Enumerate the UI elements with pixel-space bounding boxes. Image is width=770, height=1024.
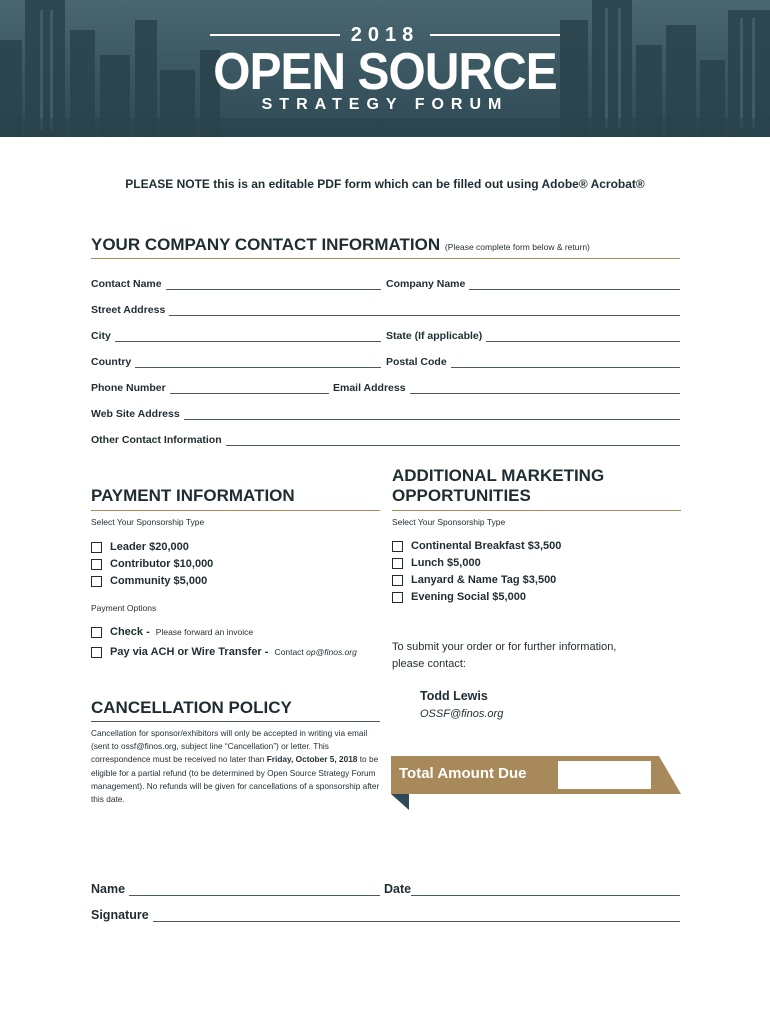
cancellation-body xyxy=(91,727,383,806)
leader-checkbox[interactable] xyxy=(91,542,102,553)
phone-number-label: Phone Number xyxy=(91,382,166,394)
other-contact-field[interactable] xyxy=(91,430,680,446)
total-amount-ribbon xyxy=(391,756,681,810)
payment-options-label: Payment Options xyxy=(91,603,157,613)
submit-info-text xyxy=(392,639,616,673)
editable-pdf-note: PLEASE NOTE this is an editable PDF form which can be filled out using Adobe® Acrobat® xyxy=(125,177,645,191)
total-amount-input[interactable] xyxy=(558,761,651,789)
phone-number-field[interactable] xyxy=(91,378,329,394)
evening-social-checkbox[interactable] xyxy=(392,592,403,603)
company-name-label: Company Name xyxy=(386,278,466,290)
contributor-checkbox[interactable] xyxy=(91,559,102,570)
contact-name-input[interactable] xyxy=(166,278,381,290)
payment-section-rule xyxy=(91,510,380,511)
ach-payment-checkbox[interactable] xyxy=(91,647,102,658)
payment-section-title: PAYMENT INFORMATION xyxy=(91,486,295,505)
submit-info-line1: To submit your order or for further information, xyxy=(392,641,617,653)
contact-name-field[interactable] xyxy=(91,274,381,290)
country-label: Country xyxy=(91,356,132,368)
contact-section-heading xyxy=(91,235,590,255)
city-field[interactable] xyxy=(91,326,381,342)
city-input[interactable] xyxy=(115,330,381,342)
marketing-section-title xyxy=(392,466,604,506)
community-option[interactable] xyxy=(91,573,207,589)
state-input[interactable] xyxy=(486,330,680,342)
header-banner xyxy=(0,0,770,137)
state-label: State (If applicable) xyxy=(386,330,483,342)
banner-year: 2018 xyxy=(350,24,420,46)
banner-rule-right xyxy=(430,34,560,36)
contact-section-title: YOUR COMPANY CONTACT INFORMATION xyxy=(91,235,441,254)
contact-section-subtitle: (Please complete form below & return) xyxy=(444,242,590,252)
banner-title: OPEN SOURCE xyxy=(213,43,557,101)
leader-option[interactable] xyxy=(91,539,189,555)
signature-name-field[interactable] xyxy=(91,880,380,896)
contact-section-rule xyxy=(91,258,680,259)
marketing-title-line1: ADDITIONAL MARKETING xyxy=(392,466,605,485)
state-field[interactable] xyxy=(386,326,680,342)
company-name-field[interactable] xyxy=(386,274,680,290)
marketing-title-line2: OPPORTUNITIES xyxy=(392,486,531,505)
lanyard-checkbox[interactable] xyxy=(392,575,403,586)
marketing-section-rule xyxy=(392,510,681,511)
check-label: Check - xyxy=(110,626,153,638)
cancellation-section-rule xyxy=(91,721,380,722)
company-name-input[interactable] xyxy=(469,278,680,290)
cancellation-section-title: CANCELLATION POLICY xyxy=(91,698,292,717)
ach-payment-label xyxy=(110,646,357,658)
email-address-input[interactable] xyxy=(410,382,680,394)
breakfast-label: Continental Breakfast $3,500 xyxy=(411,540,562,552)
contact-name-label: Contact Name xyxy=(91,278,162,290)
lanyard-option[interactable] xyxy=(392,572,556,588)
check-note: Please forward an invoice xyxy=(155,627,254,637)
breakfast-checkbox[interactable] xyxy=(392,541,403,552)
web-site-field[interactable] xyxy=(91,404,680,420)
postal-code-field[interactable] xyxy=(386,352,680,368)
lunch-checkbox[interactable] xyxy=(392,558,403,569)
email-address-field[interactable] xyxy=(333,378,680,394)
ach-note-prefix: Contact xyxy=(274,647,307,657)
email-address-label: Email Address xyxy=(333,382,406,394)
contributor-option[interactable] xyxy=(91,556,213,572)
other-contact-label: Other Contact Information xyxy=(91,434,222,446)
lunch-label: Lunch $5,000 xyxy=(411,557,481,569)
signature-date-input[interactable] xyxy=(411,884,680,896)
country-field[interactable] xyxy=(91,352,381,368)
total-amount-label: Total Amount Due xyxy=(399,765,527,782)
lanyard-label: Lanyard & Name Tag $3,500 xyxy=(411,574,557,586)
signature-name-input[interactable] xyxy=(129,884,380,896)
cancellation-body-part2: to be eligible for a partial refund (to be determined by Open Source Strategy Forum management). No refunds will be given for cancellations of a sponsorship after this date. xyxy=(91,754,380,805)
signature-field[interactable] xyxy=(91,906,680,922)
ach-note-email: op@finos.org xyxy=(306,647,357,657)
country-input[interactable] xyxy=(135,356,381,368)
signature-input[interactable] xyxy=(153,910,680,922)
city-label: City xyxy=(91,330,111,342)
community-checkbox[interactable] xyxy=(91,576,102,587)
signature-date-field[interactable] xyxy=(384,880,680,896)
phone-number-input[interactable] xyxy=(170,382,329,394)
lunch-option[interactable] xyxy=(392,555,481,571)
cancellation-body-part1: Cancellation for sponsor/exhibitors will only be accepted in writing via email (sent to ossf@finos.org, subject line “Cancellation”) or letter. This correspondence must be received no later than xyxy=(91,728,368,765)
submit-info-line2: please contact: xyxy=(392,658,466,670)
signature-name-label: Name xyxy=(91,882,126,896)
ach-note xyxy=(275,647,357,657)
payment-select-label: Select Your Sponsorship Type xyxy=(91,517,205,527)
cancellation-deadline: Friday, October 5, 2018 xyxy=(266,754,358,765)
evening-social-option[interactable] xyxy=(392,589,526,605)
other-contact-input[interactable] xyxy=(226,434,680,446)
web-site-input[interactable] xyxy=(184,408,680,420)
contributor-label: Contributor $10,000 xyxy=(110,558,214,570)
contact-person-email[interactable]: OSSF@finos.org xyxy=(420,708,504,720)
street-address-input[interactable] xyxy=(169,304,680,316)
check-payment-option[interactable] xyxy=(91,624,253,640)
breakfast-option[interactable] xyxy=(392,538,561,554)
evening-social-label: Evening Social $5,000 xyxy=(411,591,526,603)
signature-date-label: Date xyxy=(384,882,412,896)
street-address-label: Street Address xyxy=(91,304,166,316)
check-payment-checkbox[interactable] xyxy=(91,627,102,638)
community-label: Community $5,000 xyxy=(110,575,208,587)
marketing-select-label: Select Your Sponsorship Type xyxy=(392,517,506,527)
banner-subtitle: STRATEGY FORUM xyxy=(261,96,509,113)
postal-code-input[interactable] xyxy=(451,356,680,368)
ach-payment-option[interactable] xyxy=(91,644,357,660)
check-payment-label xyxy=(110,626,253,638)
street-address-field[interactable] xyxy=(91,300,680,316)
signature-label: Signature xyxy=(91,908,149,922)
ach-label: Pay via ACH or Wire Transfer - xyxy=(110,646,272,658)
contact-person-name: Todd Lewis xyxy=(420,689,488,703)
postal-code-label: Postal Code xyxy=(386,356,447,368)
web-site-label: Web Site Address xyxy=(91,408,180,420)
leader-label: Leader $20,000 xyxy=(110,541,189,553)
